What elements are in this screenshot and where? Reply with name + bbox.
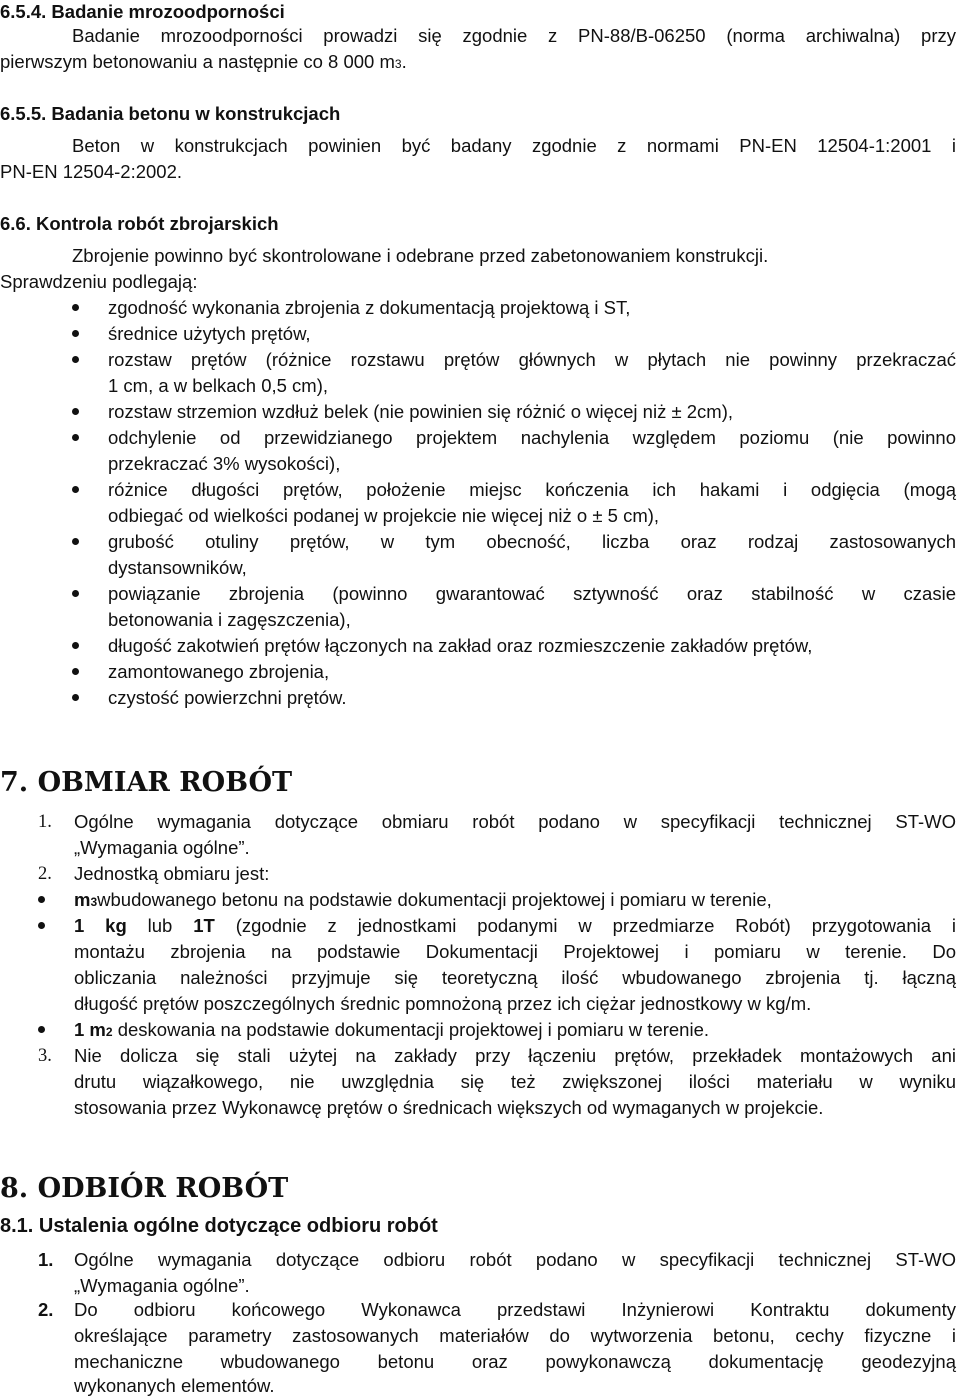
section-8-para-2-line2: określające parametry zastosowanych materiałów do wytworzenia betonu, cechy fizyczne i (74, 1325, 956, 1346)
section-6-5-5-text-line2: PN-EN 12504-2:2002. (0, 161, 183, 182)
list-number: 3. (38, 1046, 52, 1066)
list-item-continuation: odbiegać od wielkości podanej w projekcie nie więcej niż o ± 5 cm), (108, 505, 660, 526)
measure-item-rebar-line2: montażu zbrojenia na podstawie Dokumentacji Projektowej i pomiaru w terenie. Do (74, 941, 956, 962)
list-number: 2. (38, 1299, 54, 1320)
list-item: powiązanie zbrojenia (powinno gwarantować sztywność oraz stabilność w czasie (108, 583, 956, 604)
section-7-para-2: Jednostką obmiaru jest: (74, 863, 270, 884)
list-number: 1. (38, 812, 52, 832)
list-item: średnice użytych prętów, (108, 323, 311, 344)
list-number: 1. (38, 1249, 54, 1270)
bullet (72, 434, 79, 441)
bullet (72, 486, 79, 493)
section-8-para-1-line2: „Wymagania ogólne”. (74, 1275, 250, 1296)
bullet (38, 1026, 45, 1033)
list-item: rozstaw strzemion wzdłuż belek (nie powinien się różnić o więcej niż ± 2cm), (108, 401, 733, 422)
measure-item-rebar-line3: obliczania należności przyjmuje się teoretyczną ilość wbudowanego zbrojenia tj. łączną (74, 967, 956, 988)
measure-item-concrete: m3wbudowanego betonu na podstawie dokumentacji projektowej i pomiaru w terenie, (74, 889, 772, 910)
bullet (72, 356, 79, 363)
list-item-continuation: 1 cm, a w belkach 0,5 cm), (108, 375, 329, 396)
section-7-heading: 7. OBMIAR ROBÓT (0, 767, 293, 798)
measure-item-formwork: 1 m2 deskowania na podstawie dokumentacji projektowej i pomiaru w terenie. (74, 1019, 710, 1040)
list-item: zamontowanego zbrojenia, (108, 661, 330, 682)
bullet (72, 642, 79, 649)
unit-superscript: 3 (394, 57, 402, 71)
section-7-para-3: Nie dolicza się stali użytej na zakłady przy łączeniu prętów, przekładek montażowych ani (74, 1045, 956, 1066)
bullet (72, 590, 79, 597)
section-7-para-3-line3: stosowania przez Wykonawcę prętów o średnicach większych od wymaganych w projekcie. (74, 1097, 824, 1118)
list-number: 2. (38, 864, 52, 884)
list-item: czystość powierzchni prętów. (108, 687, 347, 708)
bullet (72, 668, 79, 675)
section-6-5-4-text-line2: pierwszym betonowaniu a następnie co 8 000 m3. (0, 51, 407, 72)
section-8-para-1: Ogólne wymagania dotyczące odbioru robót podano w specyfikacji technicznej ST-WO (74, 1249, 956, 1270)
list-item: długość zakotwień prętów łączonych na zakład oraz rozmieszczenie zakładów prętów, (108, 635, 813, 656)
list-item: różnice długości prętów, położenie miejsc kończenia ich hakami i odgięcia (mogą (108, 479, 956, 500)
section-6-6-intro: Sprawdzeniu podlegają: (0, 271, 198, 292)
list-item-continuation: przekraczać 3% wysokości), (108, 453, 341, 474)
list-item-continuation: betonowania i zagęszczenia), (108, 609, 351, 630)
section-6-5-4-text: Badanie mrozoodporności prowadzi się zgodnie z PN-88/B-06250 (norma archiwalna) przy (72, 25, 956, 46)
section-8-heading: 8. ODBIÓR ROBÓT (0, 1173, 289, 1204)
section-8-1-heading: 8.1. Ustalenia ogólne dotyczące odbioru robót (0, 1215, 438, 1237)
list-item: grubość otuliny prętów, w tym obecność, liczba oraz rodzaj zastosowanych (108, 531, 956, 552)
list-item: zgodność wykonania zbrojenia z dokumentacją projektową i ST, (108, 297, 631, 318)
bullet (72, 330, 79, 337)
bullet (72, 694, 79, 701)
section-7-para-1: Ogólne wymagania dotyczące obmiaru robót podano w specyfikacji technicznej ST-WO (74, 811, 956, 832)
section-6-5-4-heading: 6.5.4. Badanie mrozoodporności (0, 1, 285, 22)
section-8-para-2-line4: wykonanych elementów. (74, 1375, 275, 1396)
section-7-para-1-line2: „Wymagania ogólne”. (74, 837, 250, 858)
list-item: rozstaw prętów (różnice rozstawu prętów głównych w płytach nie powinny przekraczać (108, 349, 956, 370)
section-8-para-2: Do odbioru końcowego Wykonawca przedstawi Inżynierowi Kontraktu dokumenty (74, 1299, 956, 1320)
section-6-6-heading: 6.6. Kontrola robót zbrojarskich (0, 213, 279, 234)
measure-item-rebar-line4: długość prętów poszczególnych średnic pomnożoną przez ich ciężar jednostkowy w kg/m. (74, 993, 812, 1014)
bullet (72, 304, 79, 311)
section-8-para-2-line3: mechaniczne wbudowanego betonu oraz powykonawczą dokumentację geodezyjną (74, 1351, 956, 1372)
bullet (72, 538, 79, 545)
section-6-5-5-text: Beton w konstrukcjach powinien być badany zgodnie z normami PN-EN 12504-1:2001 i (72, 135, 956, 156)
section-7-para-3-line2: drutu wiązałkowego, nie uwzględnia się też zwiększonej ilości materiału w wyniku (74, 1071, 956, 1092)
list-item-continuation: dystansowników, (108, 557, 247, 578)
bullet (38, 896, 45, 903)
bullet (38, 922, 45, 929)
list-item: odchylenie od przewidzianego projektem nachylenia względem poziomu (nie powinno (108, 427, 956, 448)
bullet (72, 408, 79, 415)
section-6-6-text: Zbrojenie powinno być skontrolowane i odebrane przed zabetonowaniem konstrukcji. (72, 245, 769, 266)
measure-item-rebar: 1 kg lub 1T (zgodnie z jednostkami podanymi w przedmiarze Robót) przygotowania i (74, 915, 956, 936)
section-6-5-5-heading: 6.5.5. Badania betonu w konstrukcjach (0, 103, 341, 124)
